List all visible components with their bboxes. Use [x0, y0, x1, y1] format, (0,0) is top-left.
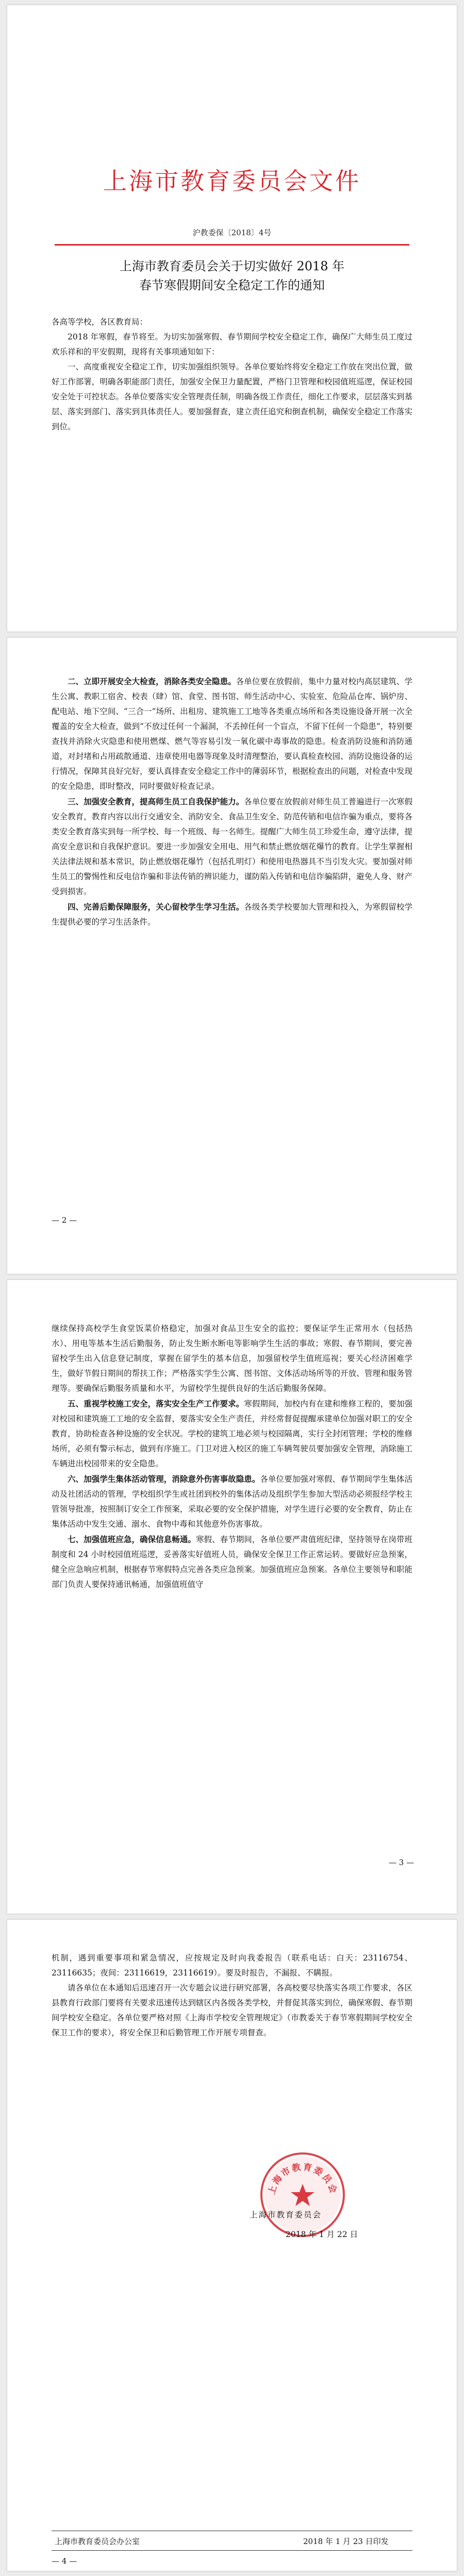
notice-title: [7, 257, 457, 295]
item-7-text: 寒假、春节期间，各单位要严肃值班纪律，坚持领导在岗带班制度和 24 小时校园值班巡逻，妥善落实好值班人员，确保安全保卫工作正常运转。要做好应急预案，健全应急响应机制，根据春节寒假特点完善各类应急预案。加强值班应急预案。各单位主要领导和职能部门负责人要保持通讯畅通，加强值班值守: [52, 1535, 412, 1589]
item-5-heading: 五、重视学校施工安全，落实安全生产工作要求。: [68, 1399, 244, 1408]
svg-text:上海市教育委员会: 上海市教育委员会: [267, 2162, 339, 2196]
item-7-heading: 七、加强值班应急，确保信息畅通。: [68, 1534, 196, 1544]
footer-rule-bottom: [52, 2550, 412, 2551]
item-4-heading: 四、完善后勤保障服务，关心留校学生学习生活。: [68, 902, 244, 912]
item-3-text: 各单位要在放假前对师生员工普遍进行一次寒假安全教育，教育内容以出行交通安全、消防安全、食品卫生安全、防范传销和电信诈骗为重点，要将各类安全教育落实到每一所学校、每一个班级、每一名师生。提醒广大师生员工珍爱生命，遵守法律，提高安全意识和自我保护意识。要进一步加强安全用电、用气和禁止燃放烟花爆竹的教育。让学生掌握相关法律法规和基本常识，防止燃放烟花爆竹（包括孔明灯）和使用电热器具不当引发火灾。要加强对师生员工的警惕性和反电信诈骗和非法传销的辨识能力，谨防陷入传销和电信诈骗陷阱，避免人身、财产受到损害。: [52, 797, 412, 896]
page-number: — 3 —: [389, 1858, 415, 1867]
signing-date: 2018 年 1 月 22 日: [286, 2230, 358, 2239]
item-4-text: 各级各类学校要加大管理和投入，为寒假留校学生提供必要的学习生活条件。: [52, 902, 412, 927]
print-date: 2018 年 1 月 23 日印发: [303, 2537, 389, 2546]
item-2-paragraph: [52, 674, 412, 794]
item-5-text: 寒假期间，加校内有在建和维修工程的，要加强对校园和建筑施工工地的安全监督，要落实安全生产责任，并经常督促提醒承建单位加强对职工的安全教育，协助检查各种设施的安全状况。学校的建筑工地必须与校园隔离，实行全封闭管理；学校的维修场所，必须有警示标志，做到有序施工。门卫对进入校区的施工车辆驾驶员要加强安全管理，消除施工车辆进出校园带来的安全隐患。: [52, 1399, 412, 1468]
intro-paragraph: 2018 年寒假，春节将至。为切实加强寒假、春节期间学校安全稳定工作，确保广大师生员工度过欢乐祥和的平安假期，现将有关事项通知如下：: [52, 332, 412, 357]
item-3-paragraph: [52, 794, 412, 899]
page-4: [7, 1920, 457, 2571]
page-2: [7, 638, 457, 1274]
item-6-paragraph: [52, 1471, 412, 1532]
item-3-heading: 三、加强安全教育，提高师生员工自我保护能力。: [68, 797, 244, 806]
closing-paragraph: 请各单位在本通知后迅速召开一次专题会议进行研究部署，各高校要尽快落实各项工作要求，各区县教育行政部门要将有关要求迅速传达到辖区内各级各类学校，并督促其落实到位，确保寒假、春节期间学校安全稳定。各单位要严格对照《上海市学校安全管理规定》（市教委关于春节寒假期间学校安全保卫工作的要求），将安全保卫和后勤管理工作开展专项督查。: [52, 1983, 412, 2037]
signing-organization: 上海市教育委员会: [250, 2210, 322, 2219]
item-6-text: 各单位要加强对寒假、春节期间学生集体活动及社团活动的管理，学校组织学生或社团到校外的集体活动及组织学生参加大型活动必须报经学校主管领导批准，按照制订安全工作预案，采取必要的安全保护措施，对学生进行必要的安全教育，防止在集体活动中发生交通、溺水、食物中毒和其他意外伤害事故。: [52, 1475, 412, 1529]
item-4-paragraph: [52, 899, 412, 930]
item-5-paragraph: [52, 1396, 412, 1471]
page-1: [7, 5, 457, 631]
page-1-body: [52, 315, 412, 434]
red-divider-line: [55, 244, 409, 246]
continued-paragraph: 机制，遇到重要事项和紧急情况，应按规定及时向我委报告（联系电话：白天：23116754、23116635；夜间：23116619，23116619）。要及时报告，不漏报、不瞒报。: [52, 1953, 412, 1978]
item-2-text: 各单位要在放假前，集中力量对校内高层建筑、学生公寓、教职工宿舍、校表（肆）馆、食堂、图书馆、师生活动中心、实验室、危险品仓库、锅炉房、配电站、地下空间、“三合一”场所、出租房、建筑施工工地等各类重点场所和各类设施设备开展一次全覆盖的安全大检查，做到“不放过任何一个漏洞，不丢掉任何一个盲点，不留下任何一个隐患”，特别要查找并消除火灾隐患和使用燃煤、燃气等容易引发一氧化碳中毒事故的隐患。检查消防设施和消防通道，对封堵和占用疏散通道、违章使用电器等现象及时清理整治，要认真检查校园、消防设施设备的运行情况，保障其良好完好，要认真排查安全稳定工作中的薄弱环节，根据检查出的问题，对检查中发现的安全隐患，即时整改，同时要做好检查记录。: [52, 677, 412, 791]
official-seal-stamp: [259, 2151, 346, 2239]
item-1-paragraph: 一、高度重视安全稳定工作，切实加强组织领导。各单位要始终将安全稳定工作放在突出位置，做好工作部署，明确各职能部门责任，加强安全保卫力量配置，严格门卫管理和校园值班巡逻，保证校园安全处于可控状态。各单位要落实安全管理责任制，明确各级工作责任，细化工作要求，层层落实到基层、落实到部门、落实到具体责任人。要加强督查，建立责任追究和倒查机制，确保安全稳定工作落实到位。: [52, 362, 412, 431]
document-number: 沪教委保〔2018〕4号: [192, 228, 272, 237]
page-3-body: [52, 1321, 412, 1592]
document-header-title: 上海市教育委员会文件: [103, 167, 361, 195]
notice-title-line-1: 上海市教育委员会关于切实做好 2018 年: [119, 259, 345, 273]
notice-title-line-2: 春节寒假期间安全稳定工作的通知: [139, 278, 325, 293]
page-number: — 2 —: [52, 1216, 77, 1225]
salutation: 各高等学校，各区教育局：: [52, 317, 148, 327]
item-6-heading: 六、加强学生集体活动管理，消除意外伤害事故隐患。: [68, 1474, 260, 1484]
page-4-body: [52, 1951, 412, 2040]
item-2-heading: 二、立即开展安全大检查，消除各类安全隐患。: [68, 676, 236, 686]
page-2-body: [52, 674, 412, 930]
page-number: — 4 —: [52, 2556, 77, 2566]
issuing-office: 上海市教育委员会办公室: [55, 2537, 140, 2546]
item-7-paragraph: [52, 1532, 412, 1592]
continued-paragraph: 继续保持高校学生食堂饭菜价格稳定，加强对食品卫生安全的监控；要保证学生正常用水（包括热水）、用电等基本生活后勤服务，防止发生断水断电等影响学生生活的事故；寒假、春节期间，要完善留校学生出入信息登记制度，掌握在留学生的基本信息，加强留校学生值班巡视；要关心经济困难学生，做好节假日期间的帮扶工作；严格落实学生公寓、图书馆、文体活动场所等的开放、管理和服务管理等。要确保后勤服务质量和水平，为留校学生提供良好的生活后勤服务保障。: [52, 1324, 412, 1393]
page-3: [7, 1280, 457, 1914]
